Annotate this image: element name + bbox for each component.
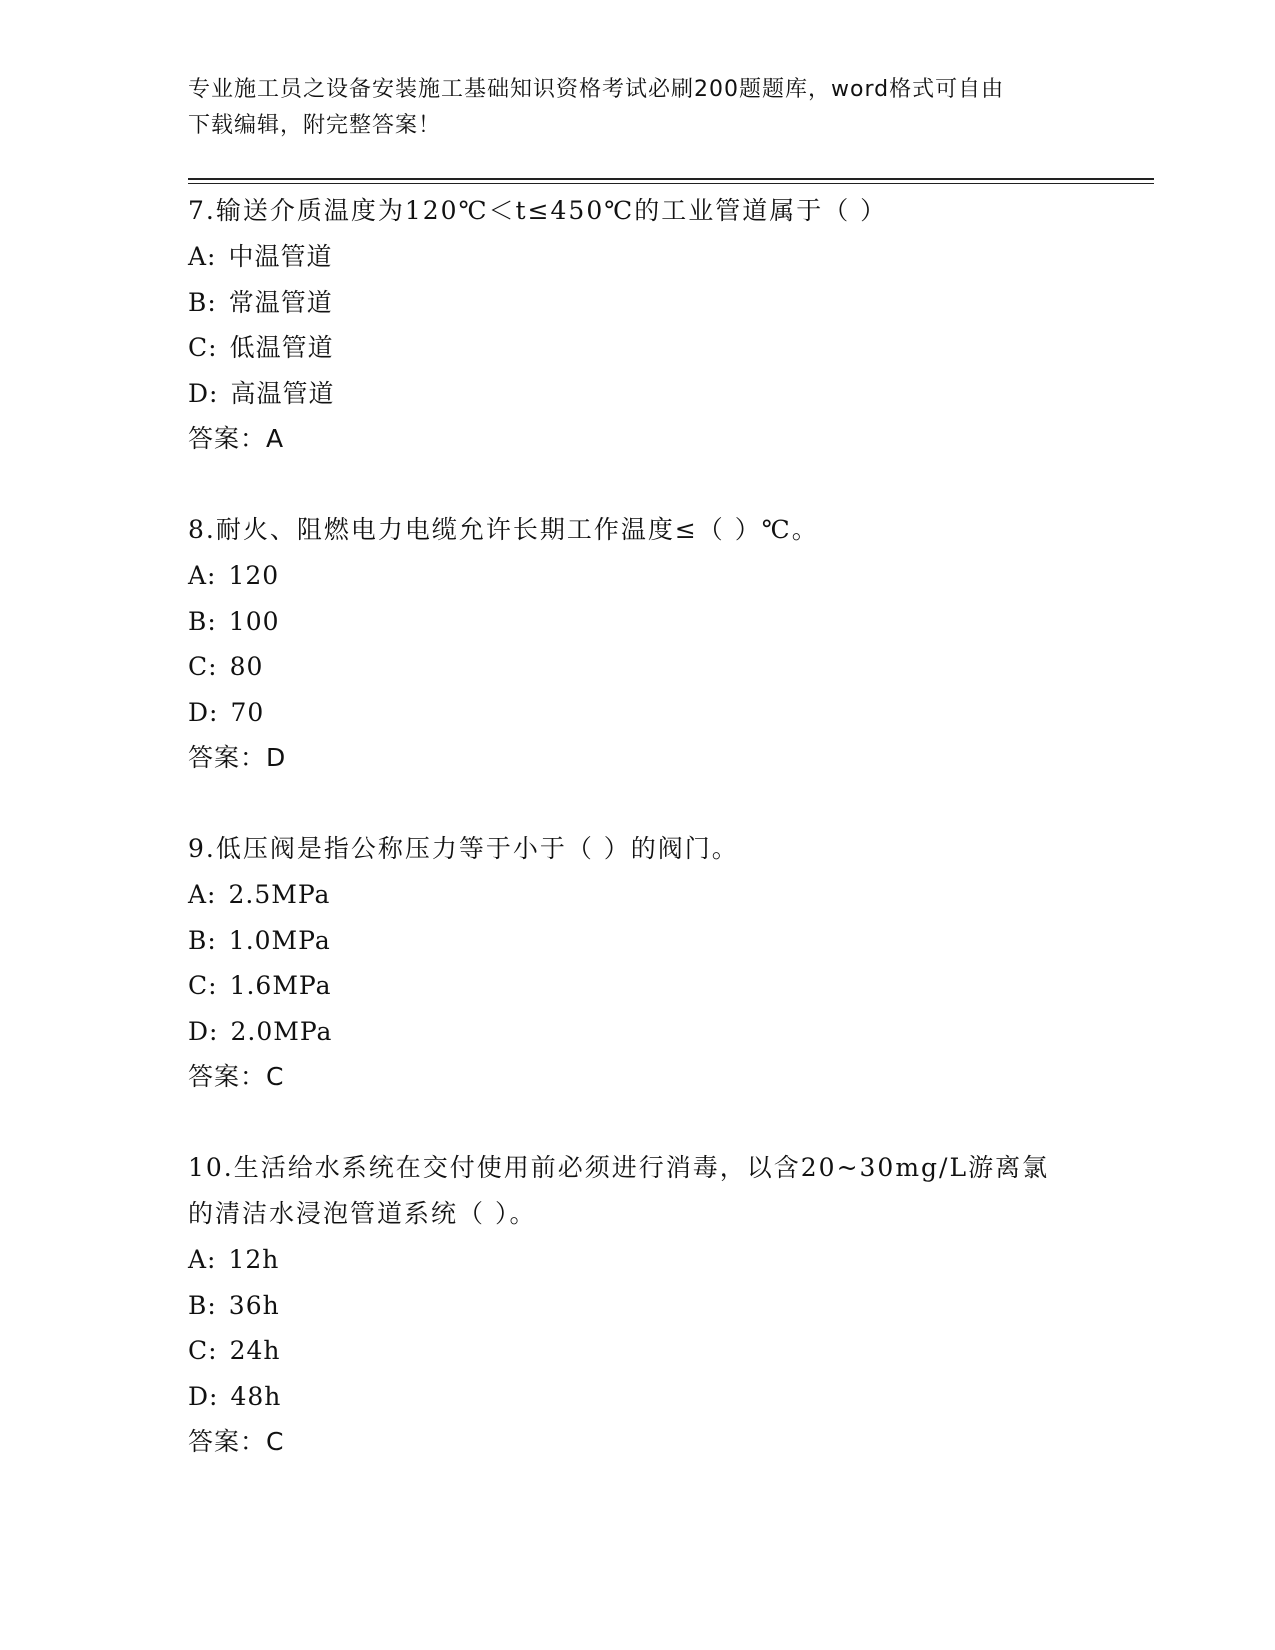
option-row <box>188 644 1088 690</box>
option-letter: A: <box>188 242 217 271</box>
option-letter: C: <box>188 333 218 362</box>
answer-line: 答案：A <box>188 424 285 453</box>
option-text: 高温管道 <box>230 378 335 408</box>
option-letter: C: <box>188 1336 218 1365</box>
question-block <box>188 826 1088 1099</box>
question-stem: 8.耐火、阻燃电力电缆允许长期工作温度≤（ ）℃。 <box>188 515 819 544</box>
option-text: 48h <box>230 1381 282 1411</box>
option-row <box>188 1328 1088 1374</box>
option-row <box>188 371 1088 417</box>
option-letter: A: <box>188 880 217 909</box>
option-row <box>188 280 1088 326</box>
document-header <box>188 72 1088 144</box>
question-block <box>188 1145 1088 1464</box>
option-text: 2.5MPa <box>228 880 331 909</box>
option-row <box>188 234 1088 280</box>
option-letter: D: <box>188 1016 219 1046</box>
question-stem: 9.低压阀是指公称压力等于小于（ ）的阀门。 <box>188 834 739 863</box>
option-row <box>188 1237 1088 1283</box>
question-stem: 10.生活给水系统在交付使用前必须进行消毒，以含20~30mg/L游离氯 <box>188 1153 1050 1182</box>
option-letter: C: <box>188 971 218 1000</box>
header-divider-thin <box>188 183 1154 184</box>
option-row <box>188 325 1088 371</box>
option-letter: D: <box>188 378 219 408</box>
answer-line: 答案：C <box>188 1062 285 1091</box>
option-text: 100 <box>228 606 280 636</box>
question-list <box>188 188 1088 1464</box>
answer-line: 答案：C <box>188 1427 285 1456</box>
option-letter: A: <box>188 561 217 590</box>
question-stem: 7.输送介质温度为120℃＜t≤450℃的工业管道属于（ ） <box>188 196 888 225</box>
option-letter: B: <box>188 1290 217 1320</box>
answer-line: 答案：D <box>188 743 287 772</box>
option-row <box>188 553 1088 599</box>
option-text: 1.6MPa <box>229 971 332 1000</box>
option-text: 低温管道 <box>229 333 334 362</box>
option-text: 36h <box>228 1290 280 1320</box>
option-letter: C: <box>188 652 218 681</box>
option-text: 24h <box>229 1336 281 1365</box>
option-text: 中温管道 <box>228 242 333 271</box>
option-letter: D: <box>188 1381 219 1411</box>
option-text: 2.0MPa <box>230 1016 333 1046</box>
option-row <box>188 963 1088 1009</box>
question-block <box>188 188 1088 461</box>
option-letter: A: <box>188 1245 217 1274</box>
option-letter: B: <box>188 925 217 955</box>
header-line-2: 下载编辑，附完整答案！ <box>188 113 442 138</box>
option-row <box>188 690 1088 736</box>
header-divider-thick <box>188 178 1154 180</box>
option-row <box>188 599 1088 645</box>
option-letter: B: <box>188 606 217 636</box>
question-stem: 的清洁水浸泡管道系统（ ）。 <box>188 1199 537 1228</box>
option-letter: B: <box>188 287 217 317</box>
option-text: 12h <box>228 1245 280 1274</box>
option-row <box>188 872 1088 918</box>
option-letter: D: <box>188 697 219 727</box>
option-text: 80 <box>229 652 264 681</box>
header-line-1: 专业施工员之设备安装施工基础知识资格考试必刷200题题库，word格式可自由 <box>188 77 1005 102</box>
option-text: 1.0MPa <box>228 925 331 955</box>
option-row <box>188 1283 1088 1329</box>
option-text: 120 <box>228 561 280 590</box>
option-row <box>188 1009 1088 1055</box>
option-text: 70 <box>230 697 265 727</box>
option-row <box>188 918 1088 964</box>
option-row <box>188 1374 1088 1420</box>
option-text: 常温管道 <box>228 287 333 317</box>
question-block <box>188 507 1088 780</box>
